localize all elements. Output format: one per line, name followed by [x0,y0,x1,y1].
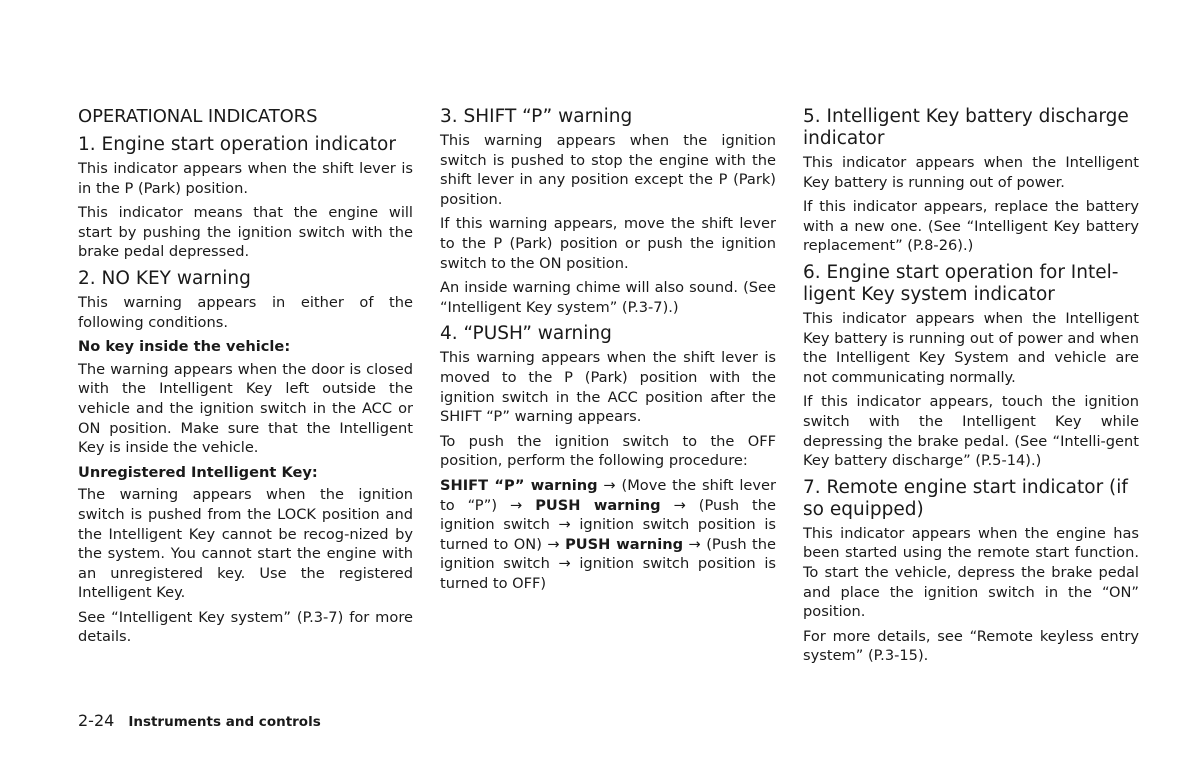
heading-remote-start: 7. Remote engine start indicator (if so equipped) [803,476,1128,520]
page-footer [78,711,321,732]
paragraph: See “Intelligent Key system” (P.3-7) for more details. [78,608,413,646]
subheading-unregistered-key: Unregistered Intelligent Key: [78,463,318,481]
paragraph: This warning appears when the ignition switch is pushed to stop the engine with the shift lever in any position except the P (Park) position. [440,132,776,208]
paragraph: This indicator appears when the shift lever is in the P (Park) position. [78,160,413,197]
procedure-paragraph [440,476,776,594]
paragraph: This warning appears in either of the following conditions. [78,293,413,331]
paragraph: This indicator appears when the Intelligent Key battery is running out of power. [803,154,1139,191]
procedure-step-bold: SHIFT “P” warning [440,476,598,494]
paragraph: For more details, see “Remote keyless entry system” (P.3-15). [803,627,1139,665]
heading-battery-discharge: 5. Intelligent Key battery discharge indicator [803,106,1129,149]
heading-shift-p-warning: 3. SHIFT “P” warning [440,106,633,127]
column-1 [78,106,413,652]
procedure-step-text: → (Push the ignition switch → ignition switch position is turned to OFF) [440,535,776,592]
procedure-step-bold: PUSH warning [535,496,661,514]
section-title: OPERATIONAL INDICATORS [78,106,318,127]
procedure-step-text: → (Push the ignition switch → ignition switch position is turned to ON) → [440,496,777,553]
procedure-step-text: → (Move the shift lever to “P”) → [440,476,776,514]
paragraph: This warning appears when the shift lever is moved to the P (Park) position with the ignition switch in the ACC position after the SHIFT “P” warning appears. [440,349,776,426]
heading-engine-start-indicator: 1. Engine start operation indicator [78,134,396,155]
subheading-no-key-inside: No key inside the vehicle: [78,338,291,356]
paragraph: This indicator means that the engine will start by pushing the ignition switch with the brake pedal depressed. [78,204,413,261]
procedure-step-bold: PUSH warning [565,535,684,553]
paragraph: This indicator appears when the engine has been started using the remote start function. To start the vehicle, depress the brake pedal and place the ignition switch in the “ON” position. [803,524,1139,621]
heading-engine-start-ik: 6. Engine start operation for Intel-ligent Key system indicator [803,261,1119,305]
paragraph: If this indicator appears, touch the ignition switch with the Intelligent Key while depressing the brake pedal. (See “Intelli-gent Key battery discharge” (P.5-14).) [803,393,1139,470]
paragraph: The warning appears when the door is closed with the Intelligent Key left outside the vehicle and the ignition switch in the ACC or ON position. Make sure that the Intelligent Key is inside the vehicle. [78,360,413,457]
column-3 [803,106,1139,671]
paragraph: If this warning appears, move the shift lever to the P (Park) position or push the ignition switch to the ON position. [440,215,776,272]
heading-push-warning: 4. “PUSH” warning [440,323,612,345]
paragraph: The warning appears when the ignition switch is pushed from the LOCK position and the Intelligent Key cannot be recog-nized by the system. You cannot start the engine with an unregistered key. Use the registered Intelligent Key. [78,486,413,602]
paragraph: This indicator appears when the Intelligent Key battery is running out of power and when the Intelligent Key System and vehicle are not communicating normally. [803,309,1139,386]
column-2 [440,106,776,598]
heading-no-key-warning: 2. NO KEY warning [78,267,251,289]
paragraph: To push the ignition switch to the OFF position, perform the following procedure: [440,432,776,470]
paragraph: If this indicator appears, replace the battery with a new one. (See “Intelligent Key battery replacement” (P.8-26).) [803,198,1139,255]
paragraph: An inside warning chime will also sound. (See “Intelligent Key system” (P.3-7).) [440,279,776,316]
page-number: 2-24 [78,711,115,730]
footer-section-name: Instruments and controls [128,714,321,730]
